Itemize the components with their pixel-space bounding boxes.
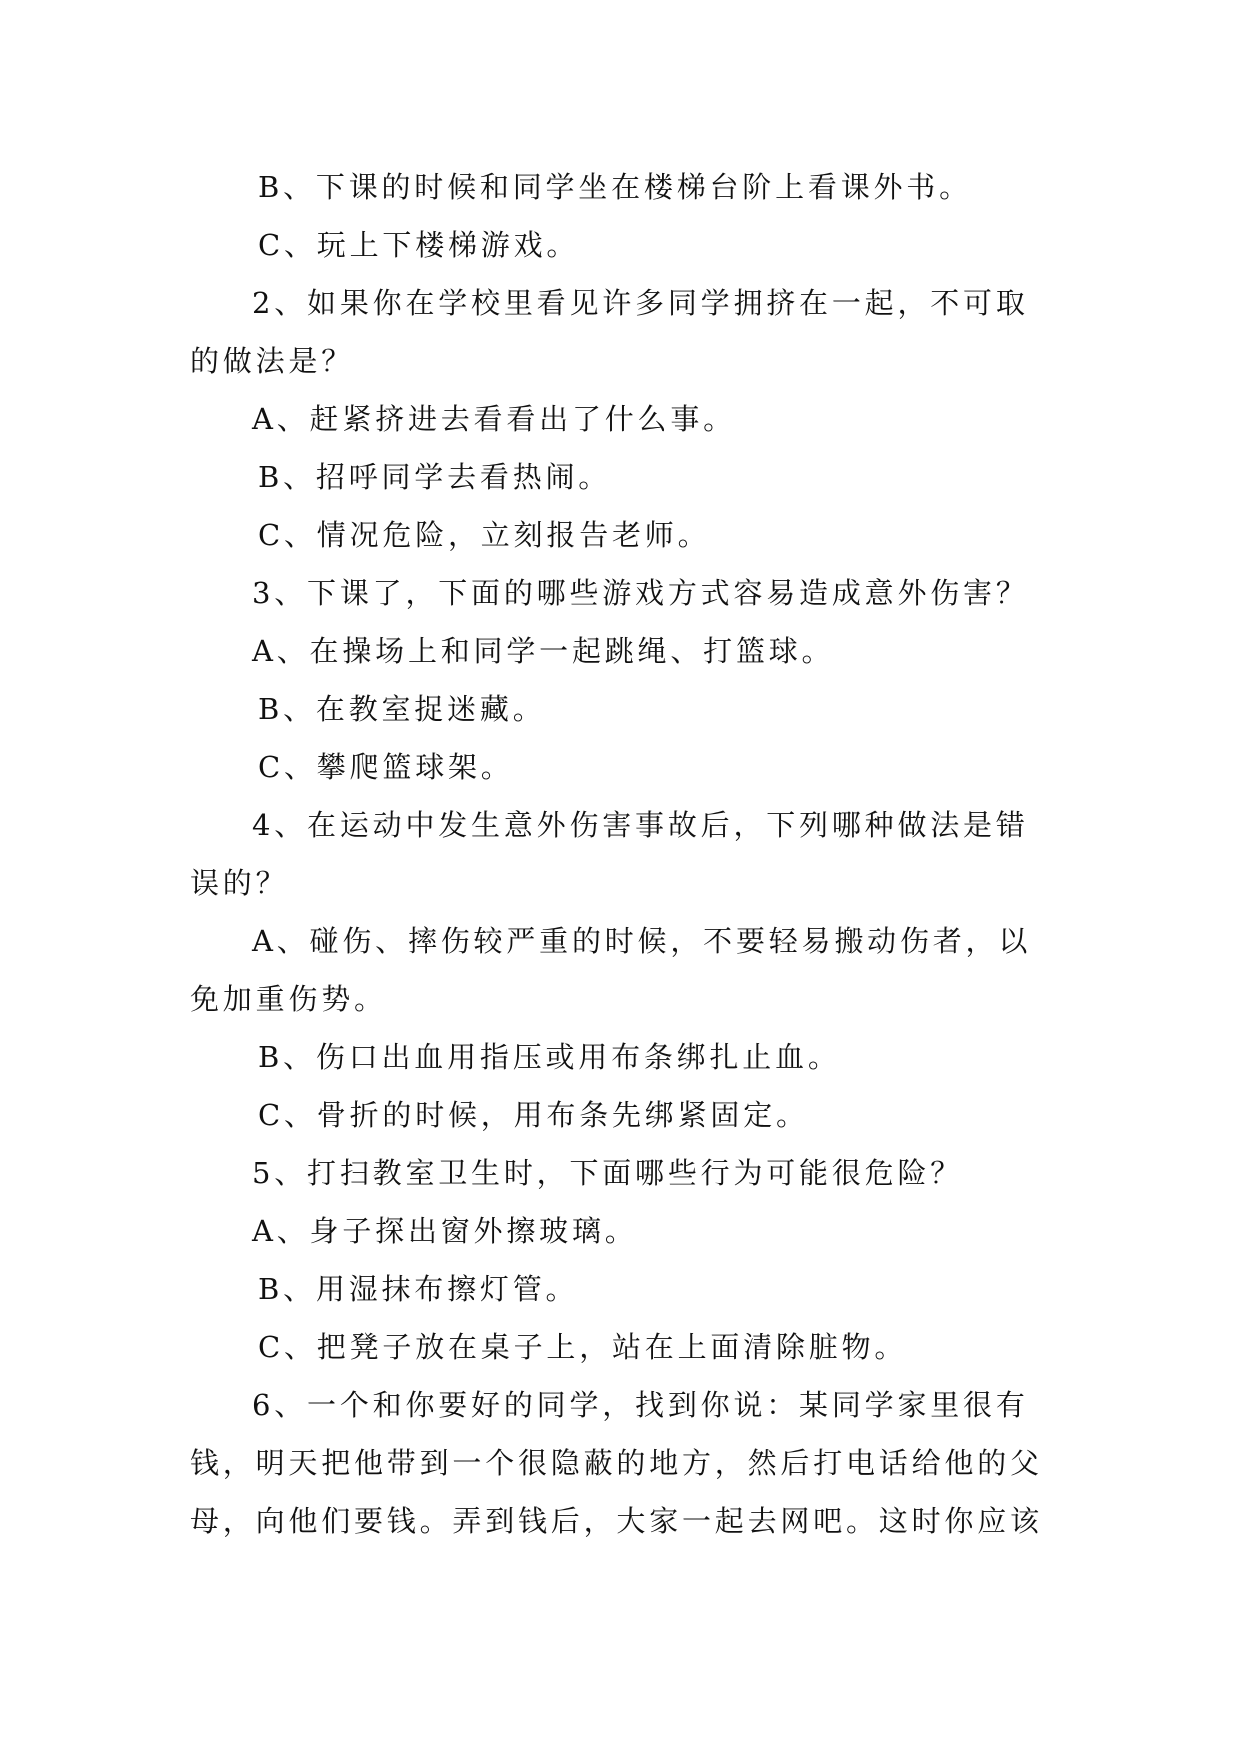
text-line: A、赶紧挤进去看看出了什么事。 [252, 402, 736, 436]
text-line: 免加重伤势。 [190, 982, 387, 1016]
text-line: 3、下课了，下面的哪些游戏方式容易造成意外伤害？ [252, 576, 1029, 610]
text-line: B、用湿抹布擦灯管。 [258, 1272, 579, 1306]
document-body [190, 158, 1050, 1550]
text-line: 4、在运动中发生意外伤害事故后，下列哪种做法是错 [252, 808, 1029, 842]
text-line: C、把凳子放在桌子上，站在上面清除脏物。 [258, 1330, 908, 1364]
text-line: C、情况危险，立刻报告老师。 [258, 518, 711, 552]
text-line: B、招呼同学去看热闹。 [258, 460, 612, 494]
text-line: B、下课的时候和同学坐在楼梯台阶上看课外书。 [258, 170, 972, 204]
text-line: B、在教室捉迷藏。 [258, 692, 546, 726]
text-line: 5、打扫教室卫生时，下面哪些行为可能很危险？ [252, 1156, 964, 1190]
text-line: C、攀爬篮球架。 [258, 750, 514, 784]
text-line: 2、如果你在学校里看见许多同学拥挤在一起，不可取 [252, 286, 1029, 320]
text-line: A、在操场上和同学一起跳绳、打篮球。 [252, 634, 835, 668]
text-line: A、碰伤、摔伤较严重的时候，不要轻易搬动伤者，以 [252, 924, 1032, 958]
text-line: 母，向他们要钱。弄到钱后，大家一起去网吧。这时你应该 [190, 1504, 1043, 1538]
text-line: 6、一个和你要好的同学，找到你说：某同学家里很有 [252, 1388, 1029, 1422]
text-line: A、身子探出窗外擦玻璃。 [252, 1214, 638, 1248]
text-line: 误的？ [190, 866, 289, 900]
text-line: B、伤口出血用指压或用布条绑扎止血。 [258, 1040, 841, 1074]
text-line: C、玩上下楼梯游戏。 [258, 228, 580, 262]
text-line: 的做法是？ [190, 344, 355, 378]
text-line: C、骨折的时候，用布条先绑紧固定。 [258, 1098, 809, 1132]
text-line: 钱，明天把他带到一个很隐蔽的地方，然后打电话给他的父 [190, 1446, 1043, 1480]
